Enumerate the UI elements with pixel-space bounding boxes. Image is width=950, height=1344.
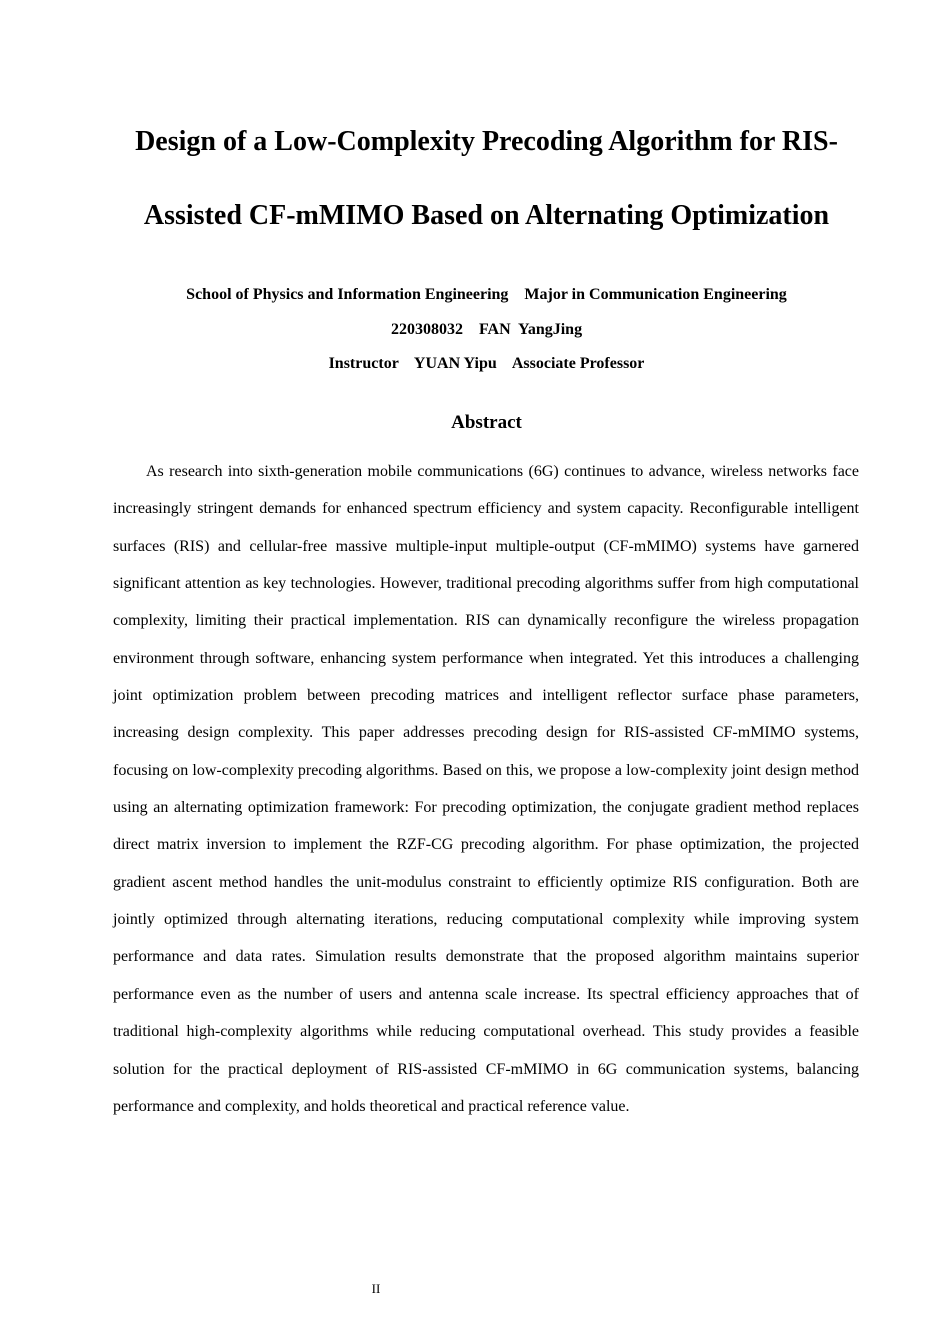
paper-title-line-1: Design of a Low-Complexity Precoding Algorithm for RIS- — [135, 126, 838, 157]
paper-title — [100, 105, 873, 253]
abstract-paragraph: As research into sixth-generation mobile communications (6G) continues to advance, wireless networks face increasingly stringent demands for enhanced spectrum efficiency and system capacity. Reconfigurable intelligent surfaces (RIS) and cellular-free massive multiple-input multiple-output (CF-mMIMO) systems have garnered significant attention as key technologies. However, traditional precoding algorithms suffer from high computational complexity, limiting their practical implementation. RIS can dynamically reconfigure the wireless propagation environment through software, enhancing system performance when integrated. Yet this introduces a challenging joint optimization problem between precoding matrices and intelligent reflector surface phase parameters, increasing design complexity. This paper addresses precoding design for RIS-assisted CF-mMIMO systems, focusing on low-complexity precoding algorithms. Based on this, we propose a low-complexity joint design method using an alternating optimization framework: For precoding optimization, the conjugate gradient method replaces direct matrix inversion to implement the RZF-CG precoding algorithm. For phase optimization, the projected gradient ascent method handles the unit-modulus constraint to efficiently optimize RIS configuration. Both are jointly optimized through alternating iterations, reducing computational complexity while improving system performance and data rates. Simulation results demonstrate that the proposed algorithm maintains superior performance even as the number of users and antenna scale increase. Its spectral efficiency approaches that of traditional high-complexity algorithms while reducing computational overhead. This study provides a feasible solution for the practical deployment of RIS-assisted CF-mMIMO in 6G communication systems, balancing performance and complexity, and holds theoretical and practical reference value. — [113, 463, 859, 1115]
paper-title-line-2: Assisted CF-mMIMO Based on Alternating Optimization — [143, 200, 830, 231]
student-line: 220308032 FAN YangJing — [390, 320, 583, 338]
abstract-heading: Abstract — [451, 412, 522, 433]
page-number: II — [371, 1281, 381, 1296]
affiliation-line: School of Physics and Information Engineering Major in Communication Engineering — [186, 286, 787, 303]
instructor-line: Instructor YUAN Yipu Associate Professor — [328, 355, 645, 372]
author-info — [100, 280, 873, 384]
